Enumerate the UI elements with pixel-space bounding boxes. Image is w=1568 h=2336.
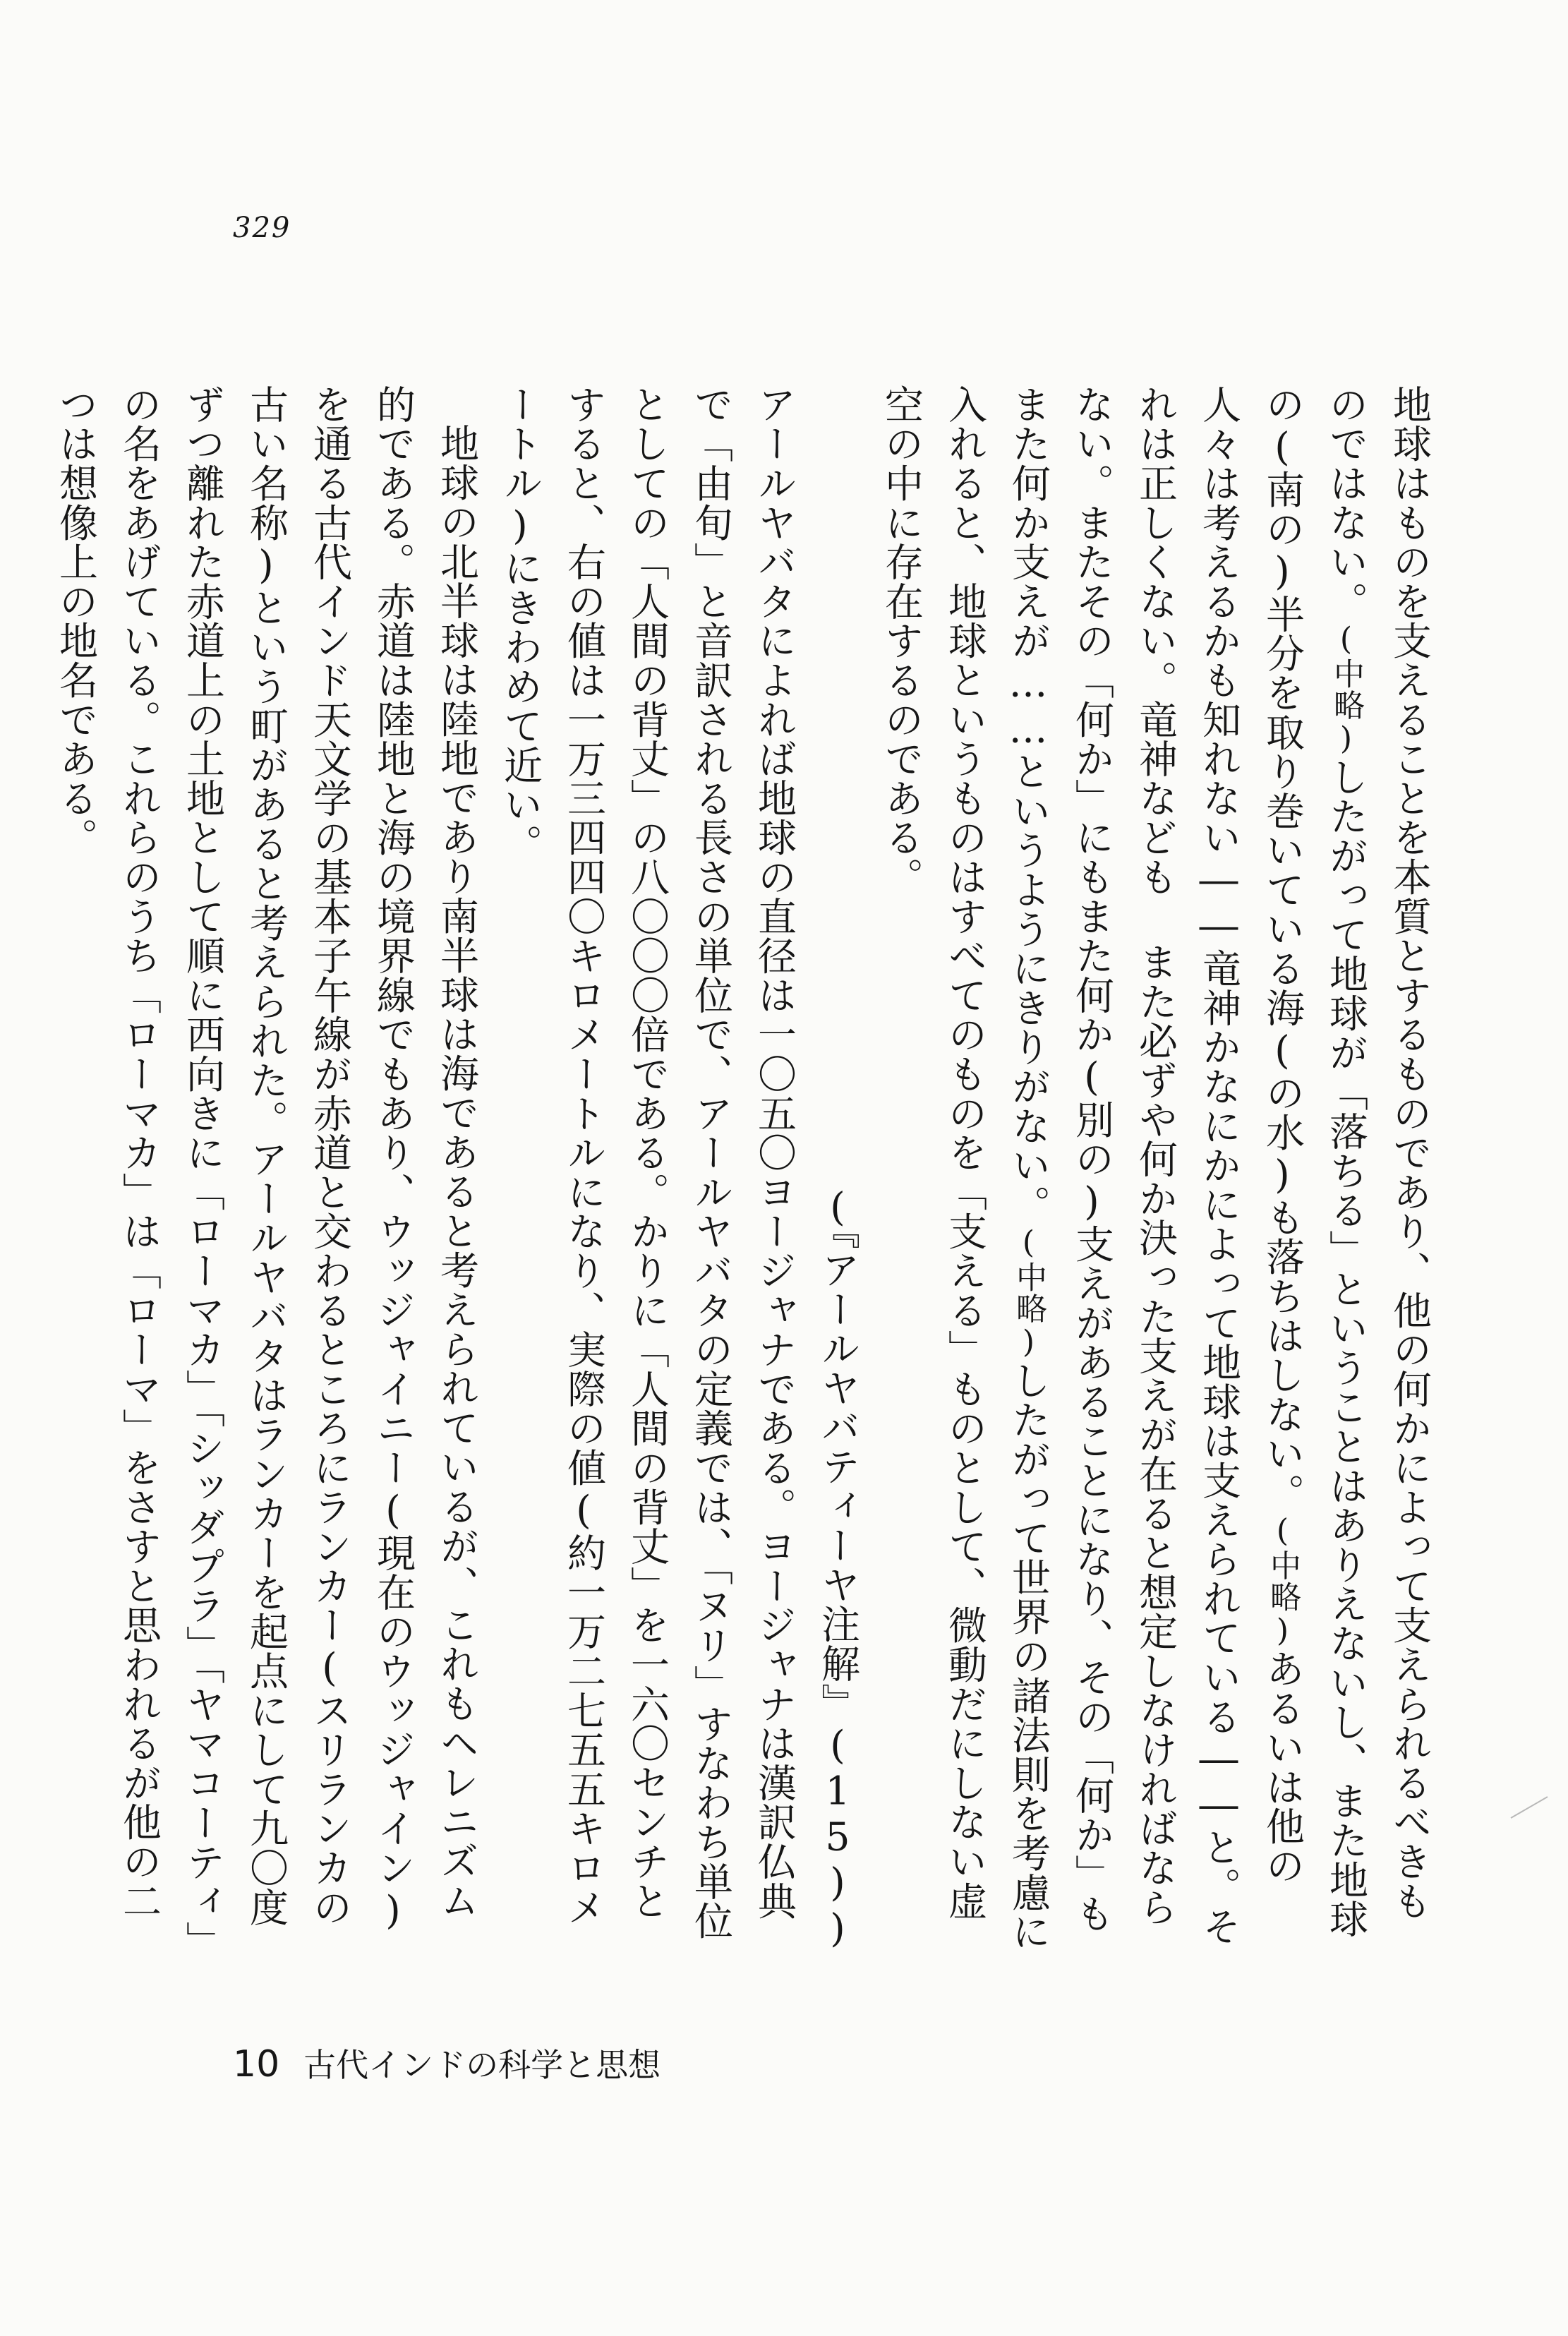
quote-text-3: あるいは他の人々は考えるかも知れない――竜神かなにかによって地球は支えられている――と。それは正しくない。竜神なども また必ずや何か決った支えが在ると想定しなければならない。またその「何か」にもまた何か(別の)支えがあることになり、その「何か」もまた何か支えが……というようにきりがない。	[1006, 385, 1305, 1946]
page-edge-mark	[1511, 1796, 1548, 1819]
page-number: 329	[233, 212, 291, 244]
omission-mark-2: (中略)	[1265, 1512, 1301, 1649]
paragraph-quote	[869, 385, 1441, 1951]
chapter-number: 10	[233, 2043, 280, 2085]
paragraph-hemispheres: 地球の北半球は陸地であり南半球は海であると考えられているが、これもヘレニズム的である。赤道は陸地と海の境界線でもあり、ウッジャイニー(現在のウッジャイン)を通る古代インド天文学の基本子午線が赤道と交わるところにランカー(スリランカの古い名称)という町があると考えられた。アールヤバタはランカーを起点にして九〇度ずつ離れた赤道上の土地として順に西向きに「ローマカ」「シッダプラ」「ヤマコーティ」の名をあげている。これらのうち「ローマカ」は「ローマ」をさすと思われるが他の二つは想像上の地名である。	[53, 385, 479, 1941]
citation: (『アールヤバティーヤ注解』(15))	[815, 1184, 860, 1951]
omission-mark-1: (中略)	[1328, 620, 1364, 758]
quote-text-4: したがって世界の諸法則を考慮に入れると、地球というものはすべてのものを「支える」ものとして、微動だにしない虚空の中に存在するのである。	[879, 385, 1051, 1952]
quote-text-2: したがって地球が「落ちる」ということはありえないし、また地球の(南の)半分を取り巻いている海(の水)も落ちはしない。	[1260, 385, 1368, 1939]
omission-mark-3: (中略)	[1011, 1224, 1047, 1361]
body-text	[53, 385, 1441, 1952]
running-footer	[233, 2040, 661, 2086]
paragraph-diameter: アールヤバタによれば地球の直径は一〇五〇ヨージャナである。ヨージャナは漢訳仏典で「由旬」と音訳される長さの単位で、アールヤバタの定義では、「ヌリ」すなわち単位としての「人間の背丈」の八〇〇〇倍である。かりに「人間の背丈」を一六〇センチとすると、右の値は一万三四四〇キロメートルになり、実際の値(約一万二七五五キロメートル)にきわめて近い。	[497, 385, 797, 1941]
chapter-title: 古代インドの科学と思想	[303, 2046, 661, 2084]
quote-text-1: 地球はものを支えることを本質とするものであり、他の何かによって支えられるべきものではない。	[1323, 385, 1432, 1921]
